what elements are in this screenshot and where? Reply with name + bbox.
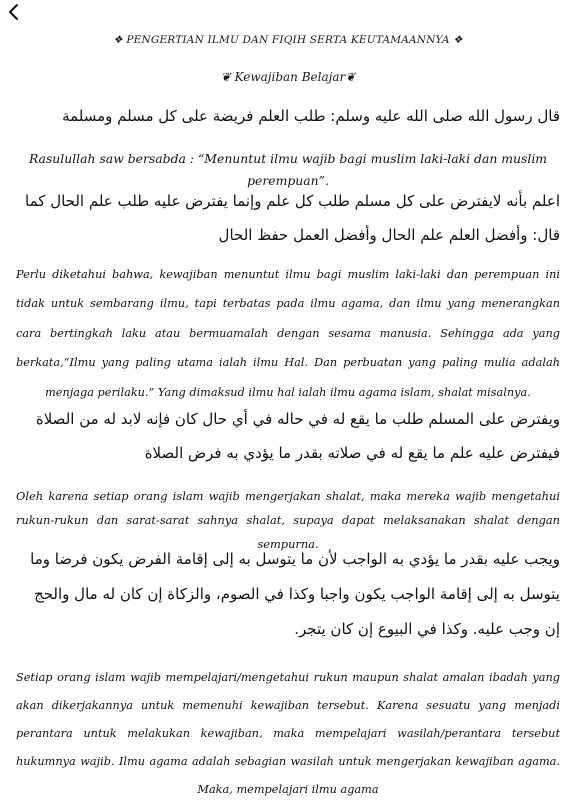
- back-button[interactable]: [2, 0, 26, 24]
- arabic-paragraph: قال رسول الله صلى الله عليه وسلم: طلب العلم فريضة على كل مسلم ومسلمة: [62, 107, 560, 125]
- translation-paragraph: Rasulullah saw bersabda : “Menuntut ilmu wajib bagi muslim laki-laki dan muslim perempuan”.: [28, 151, 548, 188]
- arabic-paragraph: ويجب عليه بقدر ما يؤدي به الواجب لأن ما يتوسل به إلى إقامة الفرض يكون فرضا وما يتوسل به إلى إقامة الواجب يكون واجبا وكذا في الصوم، والزكاة إن كان له مال والحج إن وجب عليه. وكذا في البيوع إن كان يتجر.: [30, 550, 560, 638]
- section-subtitle: ❦ Kewajiban Belajar❦: [220, 70, 356, 84]
- translation-paragraph: Perlu diketahui bahwa, kewajiban menuntut ilmu bagi muslim laki-laki dan perempuan ini tidak untuk sembarang ilmu, tapi terbatas pada ilmu agama, dan ilmu yang menerangkan cara bertingkah laku atau bermuamalah dengan sesama manusia. Sehingga ada yang berkata,“Ilmu yang paling utama ialah ilmu Hal. Dan perbuatan yang paling mulia adalah menjaga perilaku.” Yang dimaksud ilmu hal ialah ilmu agama islam, shalat misalnya.: [16, 268, 560, 399]
- arabic-paragraph: اعلم بأنه لايفترض على كل مسلم طلب كل علم وإنما يفترض عليه طلب علم الحال كما قال: وأفضل العلم علم الحال وأفضل العمل حفظ الحال: [25, 192, 560, 244]
- translation-paragraph: Oleh karena setiap orang islam wajib mengerjakan shalat, maka mereka wajib mengetahui rukun-rukun dan sarat-sarat sahnya shalat, supaya dapat melaksanakan shalat dengan sempurna.: [16, 489, 560, 551]
- chevron-left-icon: [7, 3, 21, 21]
- translation-paragraph: Setiap orang islam wajib mempelajari/mengetahui rukun maupun shalat amalan ibadah yang akan dikerjakannya untuk memenuhi kewajiban tersebut. Karena sesuatu yang menjadi perantara untuk melakukan kewajiban, maka mempelajari wasilah/perantara tersebut hukumnya wajib. Ilmu agama adalah sebagian wasilah untuk mengerjakan kewajiban agama. Maka, mempelajari ilmu agama: [16, 671, 560, 796]
- arabic-paragraph: ويفترض على المسلم طلب ما يقع له في حاله في أي حال كان فإنه لابد له من الصلاة فيفترض عليه علم ما يقع له في صلاته بقدر ما يؤدي به فرض الصلاة: [35, 410, 560, 462]
- page-title: ❖ PENGERTIAN ILMU DAN FIQIH SERTA KEUTAMAANNYA ❖: [113, 34, 463, 46]
